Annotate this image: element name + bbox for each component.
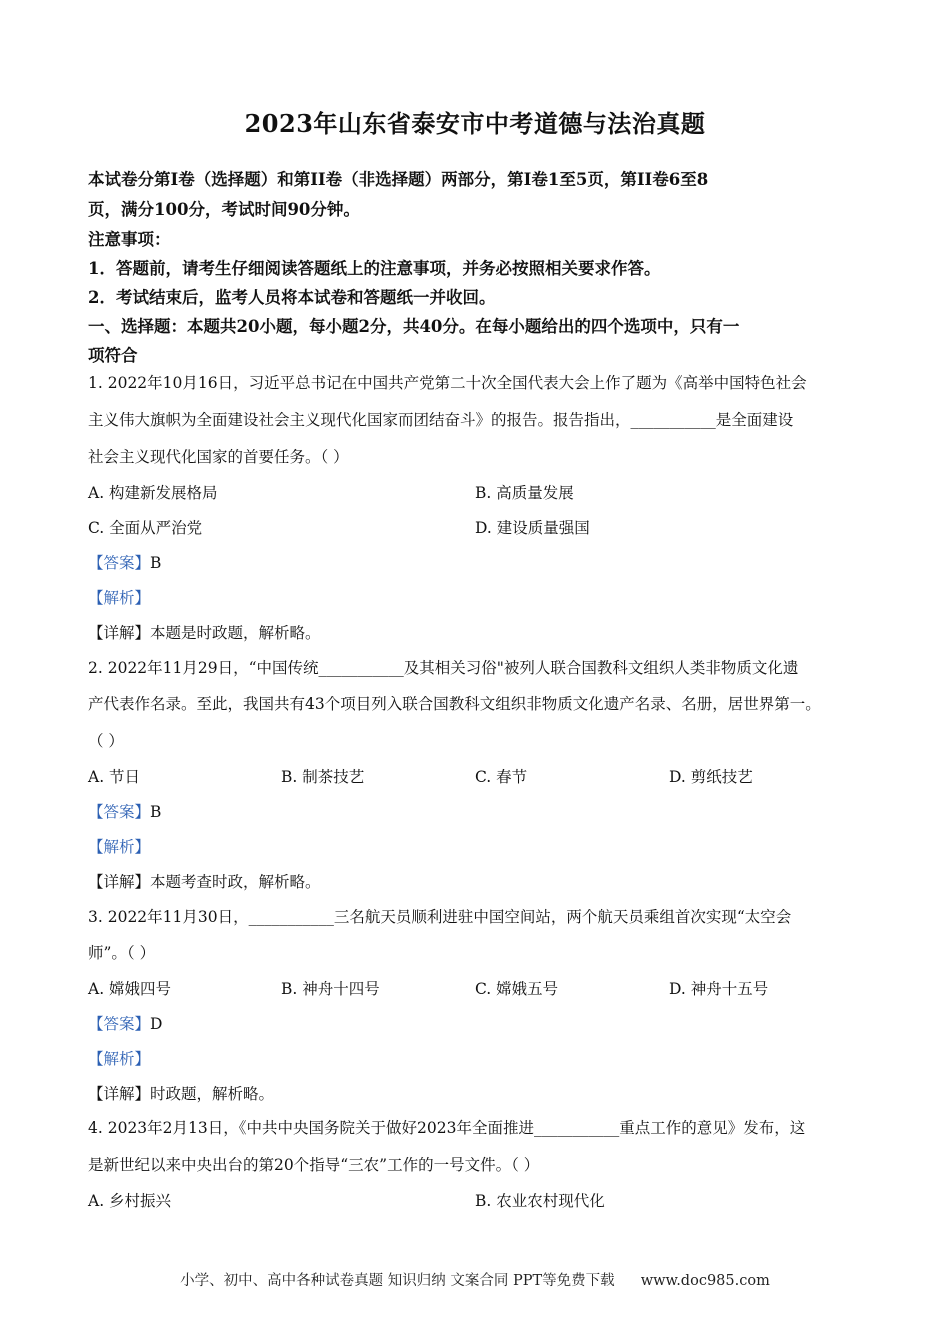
question-2-option-a: A. 节日	[88, 768, 141, 786]
question-3-detail	[88, 1082, 274, 1104]
question-3-line-2: 师”。（ ）	[88, 944, 156, 962]
question-1-line-2: 主义伟大旗帜为全面建设社会主义现代化国家而团结奋斗》的报告。报告指出，___________是全面建设	[88, 411, 794, 429]
notice-item-2: 2．考试结束后，监考人员将本试卷和答题纸一并收回。	[88, 288, 496, 307]
detail-text: 时政题，解析略。	[150, 1085, 275, 1103]
detail-tag: 【详解】	[88, 624, 151, 642]
question-1-option-b: B. 高质量发展	[475, 484, 574, 502]
intro-line-1: 本试卷分第Ⅰ卷（选择题）和第II卷（非选择题）两部分，第I卷1至5页，第II卷6至8	[88, 170, 709, 189]
question-1-detail	[88, 621, 321, 643]
question-2-option-b: B. 制茶技艺	[281, 768, 365, 786]
question-1-option-d: D. 建设质量强国	[475, 519, 590, 537]
question-2-line-1: 2. 2022年11月29日，“中国传统___________及其相关习俗"被列人联合国教科文组织人类非物质文化遗	[88, 659, 799, 677]
question-1-option-c: C. 全面从严治党	[88, 519, 203, 537]
notice-title: 注意事项：	[88, 230, 171, 249]
page-footer	[0, 1269, 950, 1290]
question-4-line-1: 4. 2023年2月13日，《中共中央国务院关于做好2023年全面推进___________重点工作的意见》发布，这	[88, 1119, 806, 1137]
detail-tag: 【详解】	[88, 1085, 151, 1103]
question-3-option-c: C. 嫦娥五号	[475, 980, 559, 998]
question-1-answer	[88, 551, 161, 573]
question-2-answer	[88, 800, 161, 822]
analysis-tag: 【解析】	[88, 1050, 151, 1068]
answer-value: B	[150, 554, 162, 572]
question-3-option-b: B. 神舟十四号	[281, 980, 380, 998]
question-2-detail	[88, 870, 321, 892]
answer-tag: 【答案】	[88, 803, 151, 821]
question-1-line-1: 1. 2022年10月16日，习近平总书记在中国共产党第二十次全国代表大会上作了题为《高举中国特色社会	[88, 374, 807, 392]
footer-text: 小学、初中、高中各种试卷真题 知识归纳 文案合同 PPT等免费下载	[180, 1273, 615, 1289]
analysis-tag: 【解析】	[88, 838, 151, 856]
question-3-analysis	[88, 1047, 150, 1069]
answer-tag: 【答案】	[88, 1015, 151, 1033]
question-2-analysis	[88, 835, 150, 857]
question-3-option-d: D. 神舟十五号	[669, 980, 769, 998]
question-2-option-c: C. 春节	[475, 768, 528, 786]
analysis-tag: 【解析】	[88, 589, 151, 607]
question-4-line-2: 是新世纪以来中央出台的第20个指导“三农”工作的一号文件。（ ）	[88, 1156, 540, 1174]
question-1-option-a: A. 构建新发展格局	[88, 484, 218, 502]
question-3-option-a: A. 嫦娥四号	[88, 980, 172, 998]
footer-link[interactable]: www.doc985.com	[640, 1273, 770, 1289]
question-1-line-3: 社会主义现代化国家的首要任务。（ ）	[88, 448, 349, 466]
page-title: 2023年山东省泰安市中考道德与法治真题	[244, 109, 706, 138]
detail-text: 本题考查时政，解析略。	[150, 873, 321, 891]
section-heading-line-1: 一、选择题：本题共20小题，每小题2分，共40分。在每小题给出的四个选项中，只有一	[88, 317, 740, 336]
question-2-option-d: D. 剪纸技艺	[669, 768, 753, 786]
answer-value: B	[150, 803, 162, 821]
answer-value: D	[150, 1015, 163, 1033]
question-3-answer	[88, 1012, 162, 1034]
question-4-option-b: B. 农业农村现代化	[475, 1192, 605, 1210]
intro-line-2: 页，满分100分，考试时间90分钟。	[88, 200, 360, 219]
answer-tag: 【答案】	[88, 554, 151, 572]
question-2-line-3: （ ）	[88, 732, 124, 750]
question-1-analysis	[88, 586, 150, 608]
detail-text: 本题是时政题，解析略。	[150, 624, 321, 642]
detail-tag: 【详解】	[88, 873, 151, 891]
question-4-option-a: A. 乡村振兴	[88, 1192, 172, 1210]
notice-item-1: 1．答题前，请考生仔细阅读答题纸上的注意事项，并务必按照相关要求作答。	[88, 259, 661, 278]
question-2-line-2: 产代表作名录。至此，我国共有43个项目列入联合国教科文组织非物质文化遗产名录、名册，居世界第一。	[88, 695, 821, 713]
section-heading-line-2: 项符合	[88, 346, 138, 365]
question-3-line-1: 3. 2022年11月30日，___________三名航天员顺利进驻中国空间站，两个航天员乘组首次实现“太空会	[88, 908, 792, 926]
